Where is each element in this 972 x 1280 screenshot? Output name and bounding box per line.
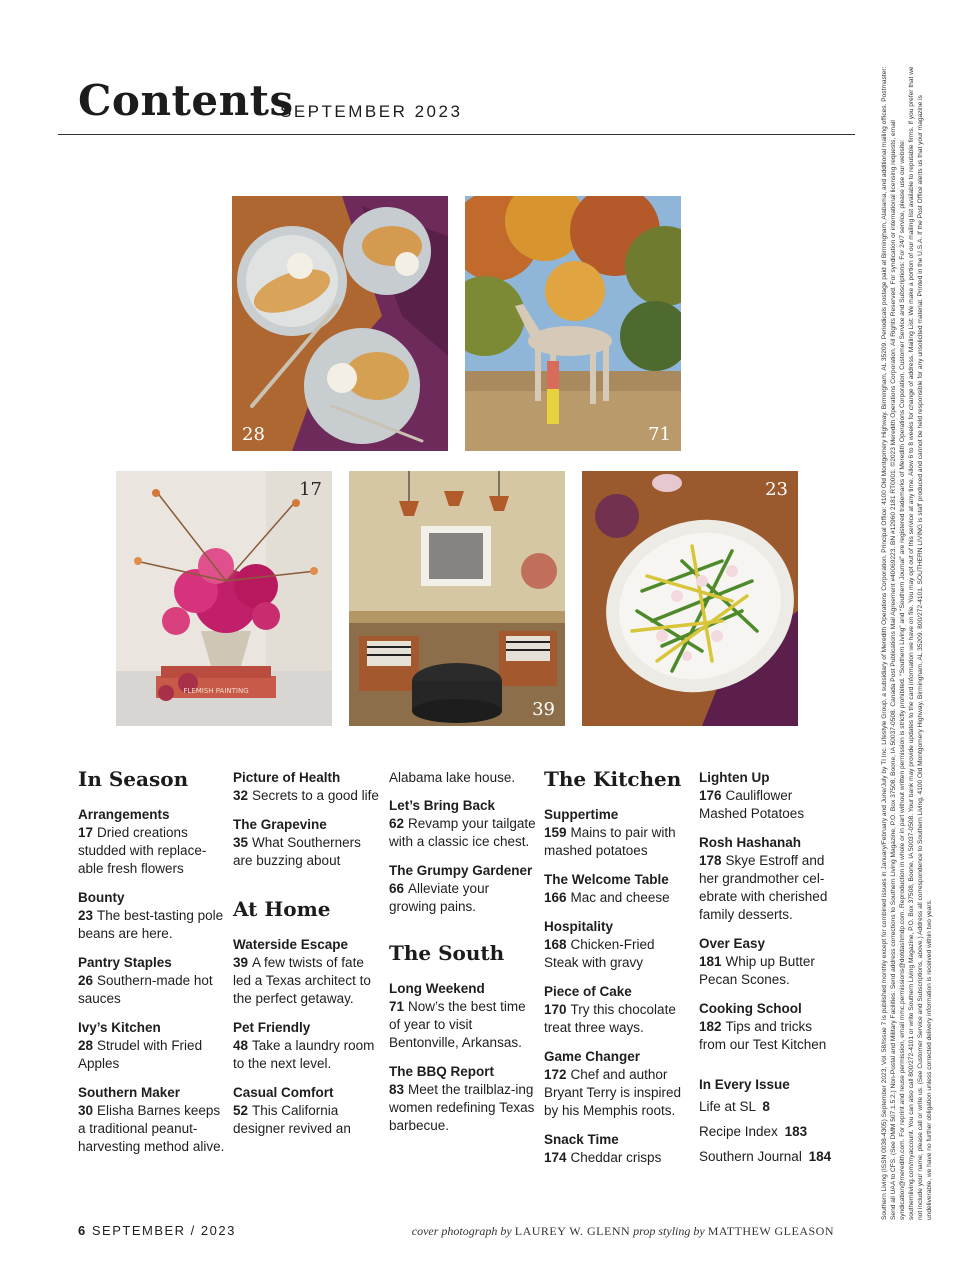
toc-entry[interactable] [389,797,537,851]
toc-entry[interactable] [233,936,381,1008]
book-title: FLEMISH PAINTING [183,687,249,695]
toc-entry-title: Game Changer [544,1049,641,1064]
toc-entry[interactable] [544,1131,692,1167]
toc-entry-title: Bounty [78,890,125,905]
toc-entry-desc: 181 Whip up Butter Pecan Scones. [699,954,815,987]
toc-page-number: 181 [699,954,722,969]
photo-pole-beans[interactable] [582,471,798,726]
toc-page-number: 184 [808,1149,832,1164]
toc-entry-title: Southern Maker [78,1085,181,1100]
toc-entry[interactable] [544,918,692,972]
every-issue-entry[interactable]: Life at SL 8 [699,1099,770,1114]
toc-page-number: 48 [233,1038,249,1053]
toc-page-number: 17 [78,825,94,840]
toc-entry-desc: 52 This California designer revived an [233,1103,351,1136]
toc-entry-title: Ivy’s Kitchen [78,1020,161,1035]
toc-entry-title: The Welcome Table [544,872,669,887]
toc-page-number: 35 [233,835,249,850]
flower-arrangement-illustration [116,471,332,726]
photo-deer-sculpture[interactable] [465,196,681,451]
toc-page-number: 66 [389,881,405,896]
toc-column-4 [544,766,692,1178]
toc-page-number: 174 [544,1150,567,1165]
toc-page-number: 168 [544,937,567,952]
toc-entry-title: Piece of Cake [544,984,632,999]
toc-entry-title: Rosh Hashanah [699,835,802,850]
lake-house-room-illustration [349,471,565,726]
deer-sculpture-illustration [465,196,681,451]
toc-entry[interactable] [78,806,226,878]
photo-page-number: 71 [648,424,671,445]
toc-entry-desc: 17 Dried creations studded with replace-able fresh flowers [78,825,207,876]
toc-entry[interactable] [389,1063,537,1135]
masthead-title: Contents [78,76,294,125]
toc-entry-desc: 176 Cauliflower Mashed Potatoes [699,788,805,821]
toc-entry-desc: 83 Meet the trailblaz-ing women redefining Texas barbecue. [389,1082,535,1133]
toc-entry-desc: 32 Secrets to a good life [233,788,379,803]
toc-page-number: 172 [544,1067,567,1082]
toc-entry-desc: 170 Try this chocolate treat three ways. [544,1002,676,1035]
toc-entry[interactable] [78,954,226,1008]
toc-entry[interactable] [544,806,692,860]
toc-page-number: 26 [78,973,94,988]
toc-entry-desc: 30 Elisha Barnes keeps a traditional peanut-harvesting method alive. [78,1103,225,1154]
toc-entry[interactable] [389,862,537,916]
toc-page-number: 28 [78,1038,94,1053]
toc-entry-desc: 166 Mac and cheese [544,890,670,905]
toc-entry-title: The Grapevine [233,817,327,832]
section-heading-the-south: The South [389,941,505,965]
toc-continued-text: Alabama lake house. [389,770,516,785]
toc-entry[interactable] [544,871,692,907]
toc-entry-title: Pet Friendly [233,1020,311,1035]
toc-entry-desc: 39 A few twists of fate led a Texas architect to the perfect getaway. [233,955,371,1006]
photo-apple-strudel[interactable] [232,196,448,451]
toc-entry[interactable] [78,889,226,943]
toc-column-3 [389,769,537,1146]
toc-column-1 [78,766,226,1167]
photo-page-number: 39 [532,699,555,720]
toc-entry-title: Picture of Health [233,770,341,785]
legal-text: Southern Living (ISSN 0038-4305) September 2023, Vol. 58/Issue 7 is published monthly except for combined issues in January/February and June/July by TI Inc. Lifestyle Group, a subsidiary of Meredith Operations Corporation. Principal Office: 4100 Old Montgomery Highway, Birmingham, AL 35209. Periodicals postage paid at Birmingham, Alabama, and additional mailing offices. Postmaster: Send all UAA to CFS. (See DMM 507.1.5.2.) Non-Postal and Military Facilities: Send address corrections to Southern Living Magazine, P.O. Box 37508, Boone, IA 50037-0508. Canada Post Publications Mail Agreement #40069223. BN #12960 2181 RT0001. ©2023 Meredith Operations Corporation. All Rights Reserved. For syndication or international licensing requests, email syndication@meredith.com. For reprint and reuse permission, email mmc.permissions@dotdashmdp.com. Reproduction in whole or in part without written permission is strictly prohibited. “Southern Living” and “Southern Journal” are registered trademarks of Meredith Operations Corporation. Customer Service and Subscriptions: For 24/7 service, please use our website: southernliving.com/myaccount. You can also call 800/272-4101 or write Southern Living Magazine, P.O. Box 37508, Boone, IA 50037-0508. Your bank may provide updates to the card information we have on file. You may opt out of this service at any time. Allow 6 to 8 weeks for change of address. Mailing List: We make a portion of our mailing list available to reputable firms. If you prefer that we not include your name, please call or write us. (See Customer Service and Subscriptions, above.) Address all correspondence to Southern Living, 4100 Old Montgomery Highway, Birmingham, AL 35209. 800/272-4101. SOUTHERN LIVING is staff produced and cannot be held responsible for any unsolicited material. Printed in the U.S.A. If the Post Office alerts us that your magazine is undeliverable, we have no further obligation unless corrected delivery information is received within two years. [881,66,933,1220]
every-issue-entry[interactable]: Southern Journal 184 [699,1149,832,1164]
toc-entry-title: Let’s Bring Back [389,798,496,813]
toc-page-number: 23 [78,908,94,923]
toc-page-number: 8 [762,1099,770,1114]
toc-page-number: 178 [699,853,722,868]
toc-page-number: 183 [784,1124,808,1139]
footer-folio [78,1223,236,1238]
toc-page-number: 170 [544,1002,567,1017]
toc-entry-title: Over Easy [699,936,766,951]
toc-entry[interactable] [78,1084,226,1156]
section-heading-at-home: At Home [233,897,331,921]
toc-page-number: 52 [233,1103,249,1118]
toc-entry-desc: 174 Cheddar crisps [544,1150,662,1165]
pole-beans-illustration [582,471,798,726]
toc-column-5 [699,769,839,1173]
toc-page-number: 176 [699,788,722,803]
toc-page-number: 159 [544,825,567,840]
toc-entry-desc: 48 Take a laundry room to the next level. [233,1038,375,1071]
toc-entry-title: Casual Comfort [233,1085,334,1100]
toc-entry-title: Hospitality [544,919,614,934]
toc-entry-title: Long Weekend [389,981,485,996]
toc-entry[interactable] [699,1000,839,1054]
toc-entry-title: Waterside Escape [233,937,349,952]
toc-page-number: 166 [544,890,567,905]
footer-page-number: 6 [78,1223,87,1238]
toc-entry-desc: 35 What Southerners are buzzing about [233,835,361,868]
toc-page-number: 83 [389,1082,405,1097]
toc-entry-desc: 23 The best-tasting pole beans are here. [78,908,224,941]
toc-entry-title: Suppertime [544,807,619,822]
toc-entry[interactable] [544,983,692,1037]
photo-page-number: 17 [299,479,322,500]
toc-page-number: 62 [389,816,405,831]
toc-entry[interactable] [544,1048,692,1120]
toc-entry[interactable] [233,1019,381,1073]
toc-entry-title: The Grumpy Gardener [389,863,533,878]
toc-entry-desc: 28 Strudel with Fried Apples [78,1038,203,1071]
every-issue-heading: In Every Issue [699,1077,790,1092]
toc-entry-desc: 178 Skye Estroff and her grandmother cel-ebrate with cherished family desserts. [699,853,828,922]
toc-entry-title: Arrangements [78,807,170,822]
toc-entry-title: Lighten Up [699,770,770,785]
toc-entry-desc: 71 Now’s the best time of year to visit Bentonville, Arkansas. [389,999,526,1050]
cover-credit: cover photograph by LAUREY W. GLENN prop styling by MATTHEW GLEASON [411,1224,834,1238]
toc-page-number: 182 [699,1019,722,1034]
apple-strudel-illustration [232,196,448,451]
section-heading-in-season: In Season [78,767,189,791]
toc-entry[interactable] [233,769,381,805]
footer-date: SEPTEMBER / 2023 [91,1223,236,1238]
toc-entry-desc: 182 Tips and tricks from our Test Kitchen [699,1019,827,1052]
photo-page-number: 28 [242,424,265,445]
toc-entry-title: Snack Time [544,1132,619,1147]
toc-column-2 [233,769,381,1149]
header-rule [58,134,855,135]
toc-entry-desc: 66 Alleviate your growing pains. [389,881,490,914]
toc-entry[interactable] [699,935,839,989]
toc-entry[interactable] [78,1019,226,1073]
every-issue-entry[interactable]: Recipe Index 183 [699,1124,808,1139]
photo-lake-house-room[interactable] [349,471,565,726]
legal-statement [880,60,942,1220]
toc-entry-desc: 172 Chef and author Bryant Terry is inspired by his Memphis roots. [544,1067,682,1118]
toc-entry-desc: 159 Mains to pair with mashed potatoes [544,825,676,858]
toc-page-number: 71 [389,999,405,1014]
toc-page-number: 30 [78,1103,94,1118]
toc-entry[interactable] [233,1084,381,1138]
section-heading-the-kitchen: The Kitchen [544,767,682,791]
toc-entry[interactable] [389,980,537,1052]
toc-page-number: 32 [233,788,249,803]
toc-entry[interactable] [699,834,839,924]
toc-page-number: 39 [233,955,249,970]
toc-entry[interactable] [699,769,839,823]
toc-entry-desc: 26 Southern-made hot sauces [78,973,213,1006]
toc-entry[interactable] [233,816,381,870]
toc-entry-title: Cooking School [699,1001,802,1016]
masthead-date: SEPTEMBER 2023 [280,102,463,121]
toc-entry-title: The BBQ Report [389,1064,495,1079]
photo-flower-arrangement[interactable] [116,471,332,726]
photo-page-number: 23 [765,479,788,500]
toc-entry-title: Pantry Staples [78,955,172,970]
toc-entry-desc: 62 Revamp your tailgate with a classic ice chest. [389,816,536,849]
toc-entry-desc: 168 Chicken-Fried Steak with gravy [544,937,655,970]
